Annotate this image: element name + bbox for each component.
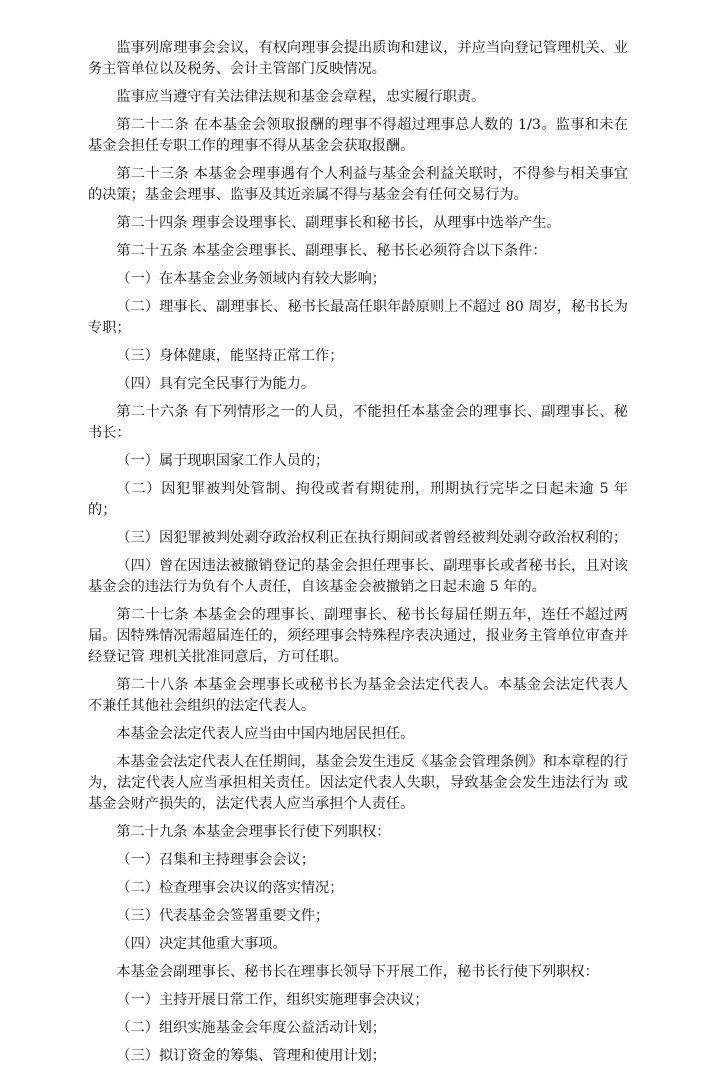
paragraph: 第二十五条 本基金会理事长、副理事长、秘书长必须符合以下条件： — [116, 243, 547, 259]
paragraph: （二）理事长、副理事长、秘书长最高任职年龄原则上不超过 80 周岁，秘书长为专职； — [88, 299, 628, 336]
paragraph: 第二十三条 本基金会理事遇有个人利益与基金会利益关联时，不得参与相关事宜的决策；基金会理事、监事及其近亲属不得与基金会有任何交易行为。 — [88, 166, 628, 203]
paragraph: 第二十六条 有下列情形之一的人员，不能担任本基金会的理事长、副理事长、秘书长： — [88, 404, 628, 441]
paragraph: （二）组织实施基金会年度公益活动计划； — [116, 1020, 386, 1036]
paragraph: （三）拟订资金的筹集、管理和使用计划； — [116, 1048, 386, 1064]
paragraph: （一）召集和主持理事会会议； — [116, 852, 316, 868]
document-body — [88, 38, 628, 1074]
paragraph: （二）因犯罪被判处管制、拘役或者有期徒刑，刑期执行完毕之日起未逾 5 年的； — [88, 481, 628, 518]
paragraph: 本基金会法定代表人应当由中国内地居民担任。 — [116, 726, 415, 742]
paragraph: 第二十九条 本基金会理事长行使下列职权： — [116, 824, 391, 840]
paragraph: （一）主持开展日常工作，组织实施理事会决议； — [116, 992, 429, 1008]
paragraph: （四）曾在因违法被撤销登记的基金会担任理事长、副理事长或者秘书长，且对该基金会的违法行为负有个人责任，自该基金会被撤销之日起未逾 5 年的。 — [88, 558, 628, 595]
paragraph: （四）决定其他重大事项。 — [116, 936, 287, 952]
paragraph: 第二十四条 理事会设理事长、副理事长和秘书长，从理事中选举产生。 — [116, 215, 561, 231]
paragraph: 第二十七条 本基金会的理事长、副理事长、秘书长每届任期五年，连任不超过两届。因特殊情况需超届连任的，须经理事会特殊程序表决通过，报业务主管单位审查并经登记管 理机关批准同意后，方可任职。 — [88, 607, 628, 665]
paragraph: （三）身体健康，能坚持正常工作； — [116, 348, 344, 364]
paragraph: （一）在本基金会业务领域内有较大影响； — [116, 271, 386, 287]
paragraph: 第二十八条 本基金会理事长或秘书长为基金会法定代表人。本基金会法定代表人不兼任其他社会组织的法定代表人。 — [88, 677, 628, 714]
paragraph: （三）因犯罪被判处剥夺政治权利正在执行期间或者曾经被判处剥夺政治权利的； — [116, 530, 628, 546]
paragraph: （四）具有完全民事行为能力。 — [116, 376, 316, 392]
paragraph: 监事列席理事会会议，有权向理事会提出质询和建议，并应当向登记管理机关、业务主管单位以及税务、会计主管部门反映情况。 — [88, 40, 628, 77]
paragraph: （一）属于现职国家工作人员的； — [116, 453, 330, 469]
paragraph: （三）代表基金会签署重要文件； — [116, 908, 330, 924]
paragraph: （二）检查理事会决议的落实情况； — [116, 880, 344, 896]
paragraph: 本基金会副理事长、秘书长在理事长领导下开展工作，秘书长行使下列职权： — [116, 964, 599, 980]
paragraph: 监事应当遵守有关法律法规和基金会章程，忠实履行职责。 — [116, 89, 486, 105]
paragraph: 第二十二条 在本基金会领取报酬的理事不得超过理事总人数的 1/3。监事和未在基金会担任专职工作的理事不得从基金会获取报酬。 — [88, 117, 628, 154]
paragraph: 本基金会法定代表人在任期间，基金会发生违反《基金会管理条例》和本章程的行为，法定代表人应当承担相关责任。因法定代表人失职，导致基金会发生违法行为 或基金会财产损失的，法定代表人应当承担个人责任。 — [88, 754, 628, 812]
